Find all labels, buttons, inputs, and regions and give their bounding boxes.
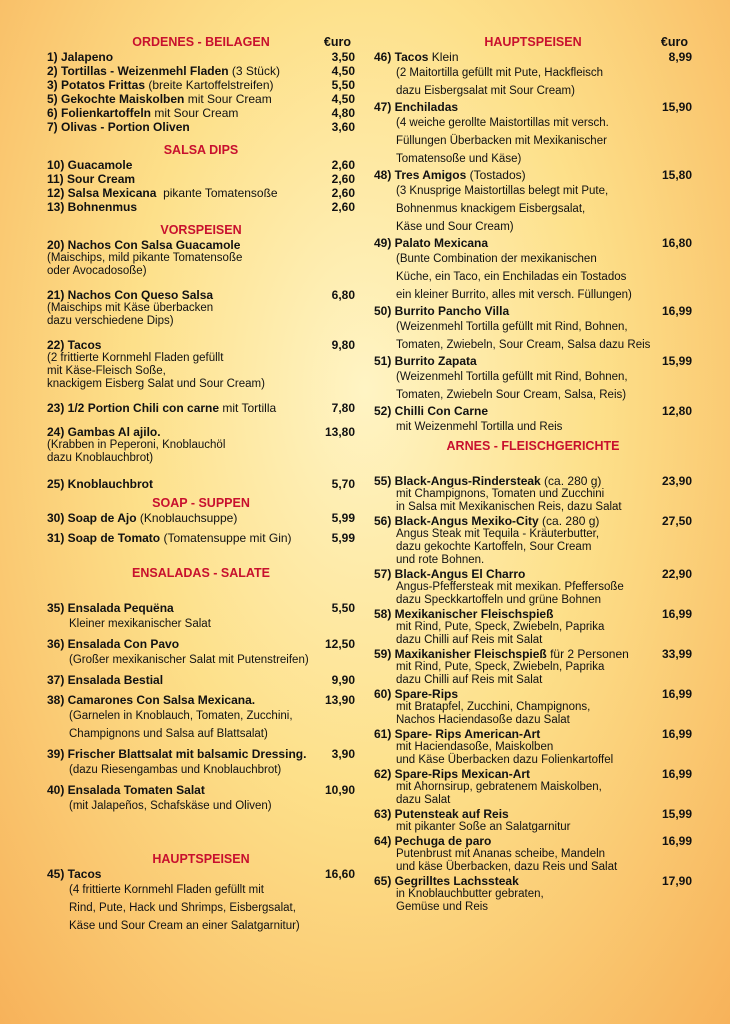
item-description: (Maischips mit Käse überbacken dazu verschiedene Dips): [47, 302, 214, 327]
section-title-text: VORSPEISEN: [160, 223, 242, 237]
menu-item: [47, 673, 355, 687]
section-title: [47, 495, 355, 511]
menu-item: [47, 158, 355, 172]
menu-item: [374, 404, 692, 436]
item-price: 12,80: [661, 404, 692, 418]
menu-item: [47, 531, 355, 545]
item-name: [374, 304, 658, 318]
item-price: 12,50: [324, 637, 355, 651]
menu-item: [47, 637, 355, 669]
item-name: [47, 673, 328, 687]
item-title: 45) Tacos: [47, 867, 102, 881]
menu-item: [374, 607, 692, 647]
item-note: (Tomatensuppe mit Gin): [160, 531, 292, 545]
item-price: 3,60: [331, 120, 355, 134]
item-price: 15,80: [661, 168, 692, 182]
item-title: 52) Chilli Con Carne: [374, 404, 489, 418]
section-title: [47, 142, 355, 158]
item-title: 61) Spare- Rips American-Art: [374, 727, 541, 741]
item-name: [47, 601, 328, 615]
item-name: [47, 637, 321, 651]
item-title: 3) Potatos Frittas: [47, 78, 146, 92]
item-note: (Tostados): [466, 168, 526, 182]
item-note: pikante Tomatensoße: [156, 186, 278, 200]
item-note: mit Sour Cream: [151, 106, 239, 120]
item-price: 2,60: [331, 200, 355, 214]
item-price: 16,99: [661, 304, 692, 318]
item-price: 16,99: [661, 767, 692, 781]
item-price: 9,80: [331, 338, 355, 352]
item-description: (2 frittierte Kornmehl Fladen gefüllt mit Käse-Fleisch Soße, knackigem Eisberg Salat und Sour Cream): [47, 352, 265, 390]
section-ensaladas-salate: [47, 565, 355, 815]
item-description: mit Bratapfel, Zucchini, Champignons, Nachos Haciendasoße dazu Salat: [396, 701, 591, 726]
item-price: 5,70: [331, 477, 355, 491]
item-price: 5,50: [331, 601, 355, 615]
item-description: mit Ahornsirup, gebratenem Maiskolben, dazu Salat: [396, 781, 602, 806]
item-title: 23) 1/2 Portion Chili con carne: [47, 401, 220, 415]
item-name: [374, 807, 658, 821]
item-name: [47, 200, 328, 214]
menu-item: [374, 354, 692, 404]
menu-item: [374, 874, 692, 914]
item-price: 23,90: [661, 474, 692, 488]
item-price: 9,90: [331, 673, 355, 687]
item-title: 62) Spare-Rips Mexican-Art: [374, 767, 531, 781]
item-name: [374, 236, 658, 250]
section-soap-suppen: [47, 495, 355, 545]
item-price: 4,80: [331, 106, 355, 120]
item-title: 56) Black-Angus Mexiko-City: [374, 514, 539, 528]
section-hauptspeisen: [374, 34, 692, 436]
menu-item: [47, 783, 355, 815]
item-title: 64) Pechuga de paro: [374, 834, 492, 848]
item-note: (ca. 280 g): [540, 474, 602, 488]
item-name: [374, 687, 658, 701]
item-title: 21) Nachos Con Queso Salsa: [47, 288, 214, 302]
menu-item: [47, 200, 355, 214]
menu-item: [47, 78, 355, 92]
item-title: 1) Jalapeno: [47, 50, 114, 64]
menu-item: [374, 727, 692, 767]
menu-item: [374, 807, 692, 834]
item-name: [47, 64, 328, 78]
item-price: 22,90: [661, 567, 692, 581]
menu-item: [47, 64, 355, 78]
menu-item: [47, 106, 355, 120]
item-title: 13) Bohnenmus: [47, 200, 138, 214]
item-name: [47, 401, 328, 415]
item-description: (Weizenmehl Tortilla gefüllt mit Rind, Bohnen, Tomaten, Zwiebeln Sour Cream, Salsa, Reis): [396, 371, 628, 401]
item-title: 10) Guacamole: [47, 158, 133, 172]
menu-item: [47, 120, 355, 134]
item-price: 7,80: [331, 401, 355, 415]
item-description: Angus Steak mit Tequila - Kräuterbutter, dazu gekochte Kartoffeln, Sour Cream und rote Bohnen.: [396, 528, 600, 566]
menu-item: [47, 338, 355, 391]
item-title: 2) Tortillas - Weizenmehl Fladen: [47, 64, 229, 78]
item-note: (3 Stück): [228, 64, 280, 78]
item-description: (dazu Riesengambas und Knoblauchbrot): [69, 764, 282, 776]
section-title: [47, 34, 355, 50]
menu-item: [374, 304, 692, 354]
item-description: in Knoblauchbutter gebraten, Gemüse und Reis: [396, 888, 544, 913]
menu-item: [374, 767, 692, 807]
item-name: [374, 727, 658, 741]
item-name: [374, 474, 658, 488]
item-price: 6,80: [331, 288, 355, 302]
menu-item: [47, 401, 355, 415]
item-name: [374, 874, 658, 888]
item-price: 2,60: [331, 172, 355, 186]
item-name: [47, 693, 321, 707]
menu-item: [374, 50, 692, 100]
item-price: 10,90: [324, 783, 355, 797]
section-title: [47, 851, 355, 867]
item-price: 5,50: [331, 78, 355, 92]
item-price: 16,99: [661, 727, 692, 741]
section-vorspeisen: [47, 222, 355, 491]
menu-item: [47, 50, 355, 64]
item-title: 51) Burrito Zapata: [374, 354, 477, 368]
item-name: [47, 288, 328, 302]
item-name: [374, 354, 658, 368]
menu-item: [374, 168, 692, 236]
section-title-text: HAUPTSPEISEN: [152, 852, 250, 866]
item-note: (breite Kartoffelstreifen): [145, 78, 274, 92]
item-note: Klein: [428, 50, 459, 64]
menu-item: [47, 693, 355, 743]
item-name: [47, 238, 355, 252]
item-name: [47, 50, 328, 64]
item-description: mit Haciendasoße, Maiskolben und Käse Überbacken dazu Folienkartoffel: [396, 741, 614, 766]
menu-item: [47, 92, 355, 106]
menu-column-right: [374, 34, 692, 914]
section-title: [374, 34, 692, 50]
item-name: [374, 567, 658, 581]
menu-item: [47, 186, 355, 200]
item-description: Putenbrust mit Ananas scheibe, Mandeln und käse Überbacken, dazu Reis und Salat: [396, 848, 618, 873]
item-price: 15,99: [661, 807, 692, 821]
section-arnes-fleischgerichte: [374, 438, 692, 914]
item-description: mit Weizenmehl Tortilla und Reis: [396, 421, 563, 433]
item-name: [374, 514, 658, 528]
item-name: [374, 767, 658, 781]
menu-item: [47, 601, 355, 633]
section-title: [374, 438, 692, 454]
item-name: [374, 50, 665, 64]
item-name: [374, 404, 658, 418]
item-description: (4 frittierte Kornmehl Fladen gefüllt mit Rind, Pute, Hack und Shrimps, Eisbergsalat, Käse und Sour Cream an einer Salatgarnitur): [69, 884, 300, 932]
item-description: (Krabben in Peperoni, Knoblauchöl dazu Knoblauchbrot): [47, 439, 226, 464]
item-description: (2 Maitortilla gefüllt mit Pute, Hackfleisch dazu Eisbergsalat mit Sour Cream): [396, 67, 604, 97]
item-name: [47, 783, 321, 797]
item-price: 3,50: [331, 50, 355, 64]
item-title: 22) Tacos: [47, 338, 102, 352]
section-title-text: ARNES - FLEISCHGERICHTE: [446, 439, 620, 453]
item-price: 13,80: [324, 425, 355, 439]
section-title: [47, 222, 355, 238]
item-description: mit Rind, Pute, Speck, Zwiebeln, Paprika dazu Chilli auf Reis mit Salat: [396, 621, 605, 646]
section-title-text: SOAP - SUPPEN: [152, 496, 250, 510]
menu-item: [47, 288, 355, 328]
item-price: 5,99: [331, 511, 355, 525]
item-price: 17,90: [661, 874, 692, 888]
item-name: [47, 867, 321, 881]
menu-column-left: [47, 34, 355, 935]
item-name: [47, 531, 328, 545]
item-name: [47, 78, 328, 92]
item-name: [47, 172, 328, 186]
item-name: [47, 158, 328, 172]
item-name: [47, 186, 328, 200]
menu-item: [47, 867, 355, 935]
item-description: (Maischips, mild pikante Tomatensoße oder Avocadosoße): [47, 252, 243, 277]
item-price: 16,60: [324, 867, 355, 881]
item-title: 55) Black-Angus-Rindersteak: [374, 474, 541, 488]
item-title: 59) Maxikanisher Fleischspieß: [374, 647, 547, 661]
item-description: (mit Jalapeños, Schafskäse und Oliven): [69, 800, 272, 812]
menu-item: [47, 238, 355, 278]
item-description: (Bunte Combination der mexikanischen Küche, ein Taco, ein Enchiladas ein Tostados ein kleiner Burrito, alles mit versch. Füllungen): [396, 253, 632, 301]
item-title: 65) Gegrilltes Lachssteak: [374, 874, 519, 888]
item-note: mit Tortilla: [219, 401, 277, 415]
item-title: 36) Ensalada Con Pavo: [47, 637, 180, 651]
menu-item: [374, 236, 692, 304]
menu-item: [47, 172, 355, 186]
item-name: [47, 338, 328, 352]
menu-item: [374, 647, 692, 687]
item-price: 33,99: [661, 647, 692, 661]
item-title: 31) Soap de Tomato: [47, 531, 161, 545]
item-description: Kleiner mexikanischer Salat: [69, 618, 211, 630]
currency-label: €uro: [323, 35, 351, 49]
menu-item: [374, 567, 692, 607]
item-price: 13,90: [324, 693, 355, 707]
item-title: 40) Ensalada Tomaten Salat: [47, 783, 205, 797]
item-title: 38) Camarones Con Salsa Mexicana.: [47, 693, 256, 707]
item-name: [47, 106, 328, 120]
section-hauptspeisen: [47, 851, 355, 935]
item-title: 58) Mexikanischer Fleischspieß: [374, 607, 554, 621]
item-description: (4 weiche gerollte Maistortillas mit versch. Füllungen Überbacken mit Mexikanischer Tomatensoße und Käse): [396, 117, 609, 165]
item-title: 6) Folienkartoffeln: [47, 106, 152, 120]
item-title: 50) Burrito Pancho Villa: [374, 304, 510, 318]
section-title-text: HAUPTSPEISEN: [484, 35, 582, 49]
item-price: 2,60: [331, 158, 355, 172]
item-name: [374, 834, 658, 848]
menu-item: [47, 477, 355, 491]
item-price: 27,50: [661, 514, 692, 528]
item-description: Angus-Pfeffersteak mit mexikan. Pfeffersoße dazu Speckkartoffeln und grüne Bohnen: [396, 581, 624, 606]
section-salsa-dips: [47, 142, 355, 214]
item-title: 46) Tacos: [374, 50, 429, 64]
item-description: (Weizenmehl Tortilla gefüllt mit Rind, Bohnen, Tomaten, Zwiebeln, Sour Cream, Salsa dazu Reis: [396, 321, 651, 351]
item-price: 2,60: [331, 186, 355, 200]
menu-item: [47, 511, 355, 525]
item-price: 15,90: [661, 100, 692, 114]
item-price: 4,50: [331, 92, 355, 106]
section-ordenes-beilagen: [47, 34, 355, 134]
item-description: (Großer mexikanischer Salat mit Putenstreifen): [69, 654, 309, 666]
item-description: mit pikanter Soße an Salatgarnitur: [396, 821, 571, 833]
item-price: 15,99: [661, 354, 692, 368]
item-name: [374, 607, 658, 621]
section-title-text: SALSA DIPS: [163, 143, 239, 157]
item-title: 39) Frischer Blattsalat mit balsamic Dressing.: [47, 747, 307, 761]
item-title: 57) Black-Angus El Charro: [374, 567, 526, 581]
item-note: mit Sour Cream: [184, 92, 272, 106]
item-description: mit Champignons, Tomaten und Zucchini in Salsa mit Mexikanischen Reis, dazu Salat: [396, 488, 622, 513]
section-title-text: ENSALADAS - SALATE: [132, 566, 270, 580]
item-description: (Garnelen in Knoblauch, Tomaten, Zucchini, Champignons und Salsa auf Blattsalat): [69, 710, 293, 740]
item-title: 25) Knoblauchbrot: [47, 477, 154, 491]
item-title: 37) Ensalada Bestial: [47, 673, 164, 687]
item-name: [47, 511, 328, 525]
item-price: 16,80: [661, 236, 692, 250]
item-description: (3 Knusprige Maistortillas belegt mit Pute, Bohnenmus knackigem Eisbergsalat, Käse und Sour Cream): [396, 185, 609, 233]
item-name: [374, 168, 658, 182]
menu-item: [374, 100, 692, 168]
item-title: 30) Soap de Ajo: [47, 511, 137, 525]
item-title: 12) Salsa Mexicana: [47, 186, 157, 200]
section-title: [47, 565, 355, 581]
menu-item: [374, 834, 692, 874]
item-price: 16,99: [661, 607, 692, 621]
item-description: mit Rind, Pute, Speck, Zwiebeln, Paprika dazu Chilli auf Reis mit Salat: [396, 661, 605, 686]
menu-item: [374, 687, 692, 727]
item-title: 5) Gekochte Maiskolben: [47, 92, 185, 106]
item-title: 49) Palato Mexicana: [374, 236, 489, 250]
item-price: 16,99: [661, 687, 692, 701]
item-price: 4,50: [331, 64, 355, 78]
item-price: 3,90: [331, 747, 355, 761]
section-title-text: ORDENES - BEILAGEN: [132, 35, 270, 49]
item-title: 63) Putensteak auf Reis: [374, 807, 509, 821]
item-title: 47) Enchiladas: [374, 100, 459, 114]
item-note: (ca. 280 g): [538, 514, 600, 528]
item-price: 8,99: [668, 50, 692, 64]
item-price: 16,99: [661, 834, 692, 848]
item-name: [47, 120, 328, 134]
item-title: 20) Nachos Con Salsa Guacamole: [47, 238, 241, 252]
item-title: 60) Spare-Rips: [374, 687, 459, 701]
item-price: 5,99: [331, 531, 355, 545]
item-name: [47, 92, 328, 106]
item-name: [374, 100, 658, 114]
item-name: [47, 747, 328, 761]
menu-item: [47, 425, 355, 465]
currency-label: €uro: [660, 35, 688, 49]
item-title: 48) Tres Amigos: [374, 168, 467, 182]
item-name: [47, 425, 321, 439]
item-name: [374, 647, 658, 661]
menu-item: [374, 474, 692, 514]
item-title: 24) Gambas Al ajilo.: [47, 425, 161, 439]
item-title: 7) Olivas - Portion Oliven: [47, 120, 190, 134]
item-name: [47, 477, 328, 491]
item-title: 11) Sour Cream: [47, 172, 136, 186]
menu-item: [47, 747, 355, 779]
item-note: (Knoblauchsuppe): [136, 511, 238, 525]
item-note: für 2 Personen: [546, 647, 629, 661]
item-title: 35) Ensalada Pequëna: [47, 601, 174, 615]
menu-item: [374, 514, 692, 567]
